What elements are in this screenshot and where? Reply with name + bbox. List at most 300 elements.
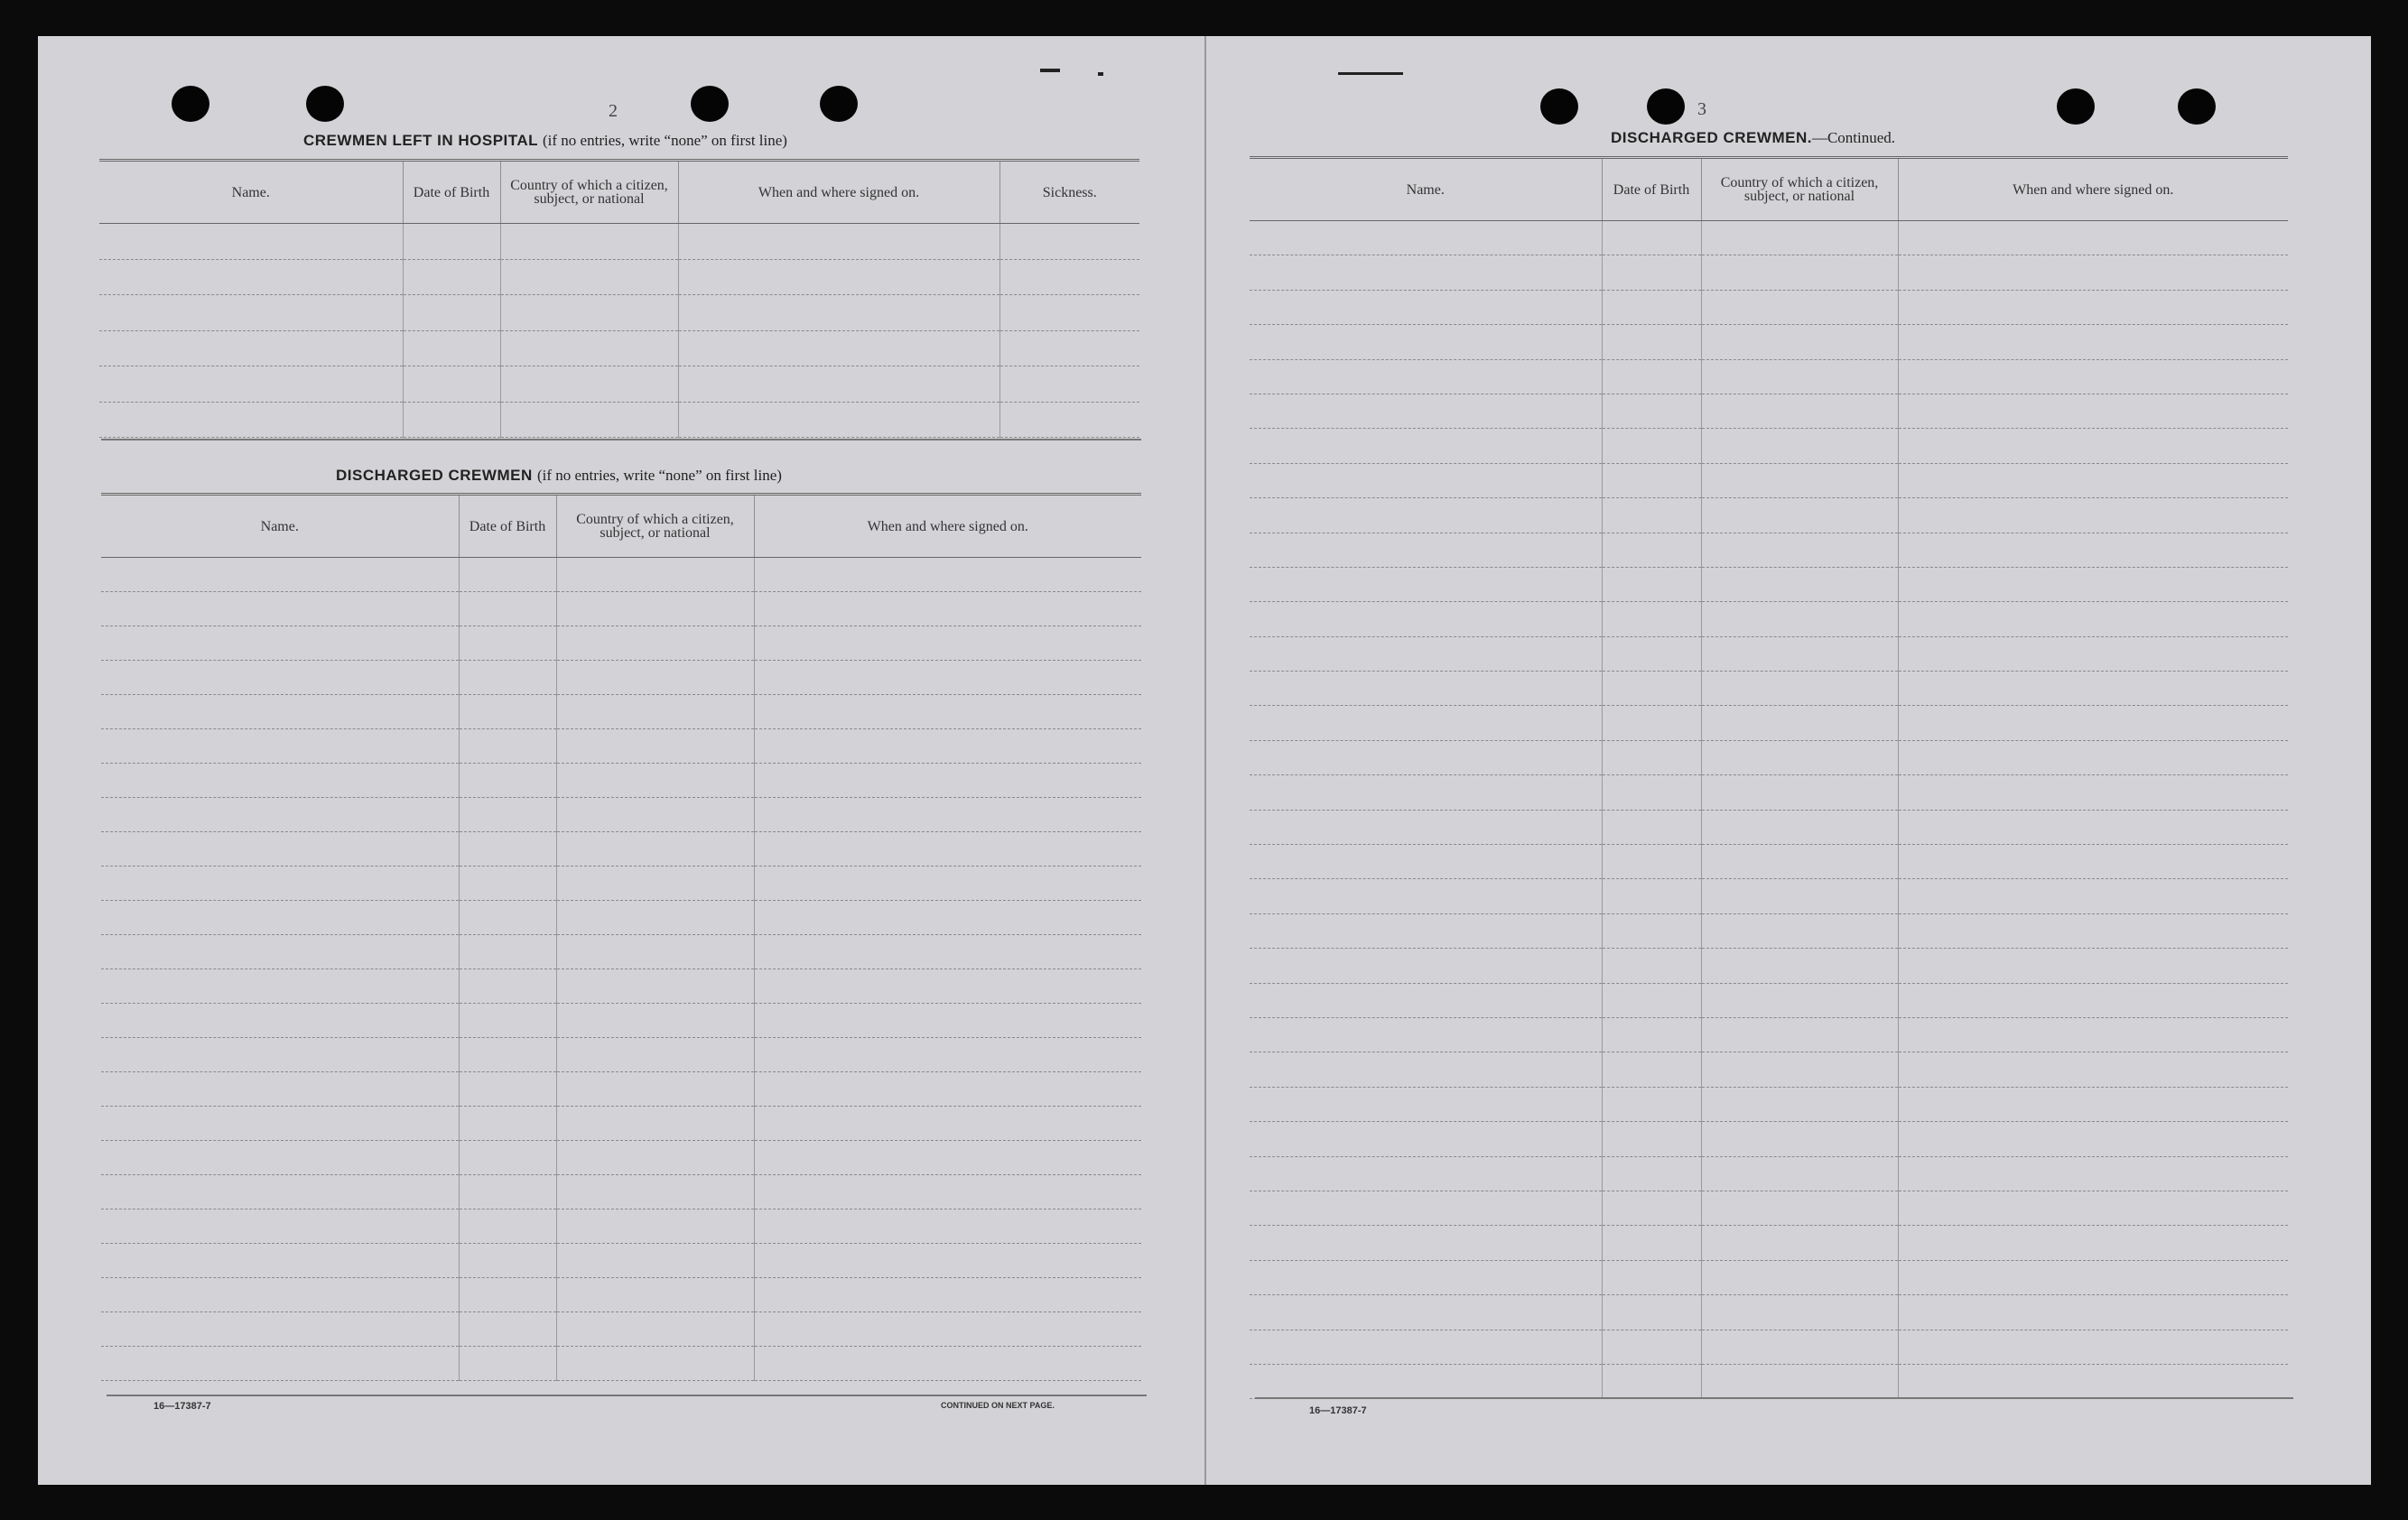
discharged-table <box>101 493 1141 1381</box>
blank-entry-row <box>99 224 1139 260</box>
blank-entry-cell <box>556 1175 754 1210</box>
blank-entry-cell <box>754 798 1141 832</box>
blank-entry-cell <box>101 1210 459 1244</box>
blank-entry-cell <box>459 729 556 764</box>
blank-entry-row <box>1250 533 2288 567</box>
blank-entry-cell <box>1602 1295 1701 1330</box>
ink-mark <box>1040 69 1060 72</box>
col-header-signed-on: When and where signed on. <box>1898 158 2288 221</box>
blank-entry-cell <box>1898 983 2288 1017</box>
blank-entry-cell <box>500 259 678 295</box>
blank-entry-cell <box>556 867 754 901</box>
blank-entry-cell <box>1602 1226 1701 1260</box>
blank-entry-cell <box>500 330 678 366</box>
blank-entry-cell <box>101 592 459 626</box>
blank-entry-cell <box>1898 602 2288 636</box>
blank-entry-cell <box>754 832 1141 867</box>
blank-entry-row <box>1250 740 2288 774</box>
col-header-name: Name. <box>1250 158 1602 221</box>
blank-entry-cell <box>1898 1052 2288 1087</box>
blank-entry-cell <box>556 1107 754 1141</box>
blank-entry-cell <box>1602 290 1701 324</box>
blank-entry-cell <box>556 729 754 764</box>
col-header-country: Country of which a citizen, subject, or national <box>1701 158 1898 221</box>
blank-entry-cell <box>500 402 678 438</box>
blank-entry-cell <box>1898 1260 2288 1294</box>
blank-entry-cell <box>1602 672 1701 706</box>
blank-entry-row <box>101 1004 1141 1038</box>
blank-entry-cell <box>459 969 556 1004</box>
blank-entry-cell <box>1898 845 2288 879</box>
blank-entry-cell <box>101 1347 459 1381</box>
blank-entry-cell <box>1701 1226 1898 1260</box>
blank-entry-cell <box>459 558 556 592</box>
blank-entry-cell <box>1250 706 1602 740</box>
blank-entry-cell <box>403 330 500 366</box>
blank-entry-cell <box>99 259 403 295</box>
blank-entry-cell <box>1701 740 1898 774</box>
blank-entry-cell <box>1250 359 1602 394</box>
blank-entry-cell <box>99 224 403 260</box>
blank-entry-cell <box>754 661 1141 695</box>
blank-entry-cell <box>754 1004 1141 1038</box>
blank-entry-cell <box>101 764 459 798</box>
blank-entry-row <box>101 1175 1141 1210</box>
blank-entry-row <box>1250 498 2288 533</box>
blank-entry-cell <box>999 402 1139 438</box>
blank-entry-cell <box>1898 1087 2288 1121</box>
blank-entry-cell <box>1898 672 2288 706</box>
blank-entry-cell <box>754 1210 1141 1244</box>
blank-entry-cell <box>101 729 459 764</box>
blank-entry-cell <box>459 1141 556 1175</box>
blank-entry-cell <box>754 1278 1141 1312</box>
blank-entry-cell <box>459 1278 556 1312</box>
blank-entry-cell <box>1602 394 1701 428</box>
blank-entry-cell <box>1602 498 1701 533</box>
blank-entry-cell <box>556 661 754 695</box>
blank-entry-cell <box>1701 1052 1898 1087</box>
blank-entry-cell <box>1250 255 1602 290</box>
blank-entry-cell <box>459 1244 556 1278</box>
blank-entry-cell <box>403 295 500 331</box>
blank-entry-cell <box>1898 636 2288 671</box>
blank-entry-cell <box>1898 810 2288 844</box>
blank-entry-row <box>99 295 1139 331</box>
blank-entry-cell <box>1701 845 1898 879</box>
punch-hole <box>1540 88 1578 125</box>
blank-entry-cell <box>678 224 999 260</box>
blank-entry-row <box>1250 602 2288 636</box>
blank-entry-cell <box>1898 1191 2288 1225</box>
blank-entry-cell <box>500 295 678 331</box>
blank-entry-cell <box>556 1072 754 1107</box>
blank-entry-cell <box>1602 255 1701 290</box>
blank-entry-row <box>99 330 1139 366</box>
blank-entry-cell <box>1898 429 2288 463</box>
blank-entry-row <box>101 901 1141 935</box>
punch-hole <box>691 86 729 122</box>
blank-entry-cell <box>556 1278 754 1312</box>
blank-entry-row <box>1250 913 2288 948</box>
blank-entry-cell <box>1701 429 1898 463</box>
blank-entry-cell <box>101 558 459 592</box>
punch-hole <box>820 86 858 122</box>
hospital-section-title: CREWMEN LEFT IN HOSPITAL (if no entries, write “none” on first line) <box>303 132 787 149</box>
blank-entry-cell <box>1250 775 1602 810</box>
blank-entry-cell <box>1898 740 2288 774</box>
blank-entry-row <box>1250 949 2288 983</box>
blank-entry-cell <box>1701 636 1898 671</box>
blank-entry-cell <box>1898 394 2288 428</box>
blank-entry-cell <box>459 867 556 901</box>
blank-entry-cell <box>754 1347 1141 1381</box>
blank-entry-cell <box>754 1244 1141 1278</box>
discharged-section-title: DISCHARGED CREWMEN (if no entries, write “none” on first line) <box>336 467 782 484</box>
blank-entry-cell <box>556 764 754 798</box>
blank-entry-cell <box>459 592 556 626</box>
blank-entry-row <box>1250 1087 2288 1121</box>
blank-entry-row <box>1250 359 2288 394</box>
blank-entry-cell <box>1250 879 1602 913</box>
blank-entry-cell <box>1250 325 1602 359</box>
punch-hole <box>306 86 344 122</box>
blank-entry-cell <box>403 224 500 260</box>
col-header-name: Name. <box>99 161 403 224</box>
blank-entry-cell <box>1602 1260 1701 1294</box>
blank-entry-cell <box>101 901 459 935</box>
blank-entry-row <box>101 1278 1141 1312</box>
blank-entry-cell <box>1602 1330 1701 1364</box>
blank-entry-cell <box>1701 706 1898 740</box>
blank-entry-cell <box>1701 1330 1898 1364</box>
blank-entry-row <box>1250 1156 2288 1191</box>
col-header-name: Name. <box>101 495 459 558</box>
blank-entry-cell <box>556 1004 754 1038</box>
blank-entry-cell <box>1602 1087 1701 1121</box>
blank-entry-cell <box>1602 1191 1701 1225</box>
blank-entry-cell <box>999 259 1139 295</box>
blank-entry-cell <box>1602 740 1701 774</box>
right-page <box>1204 36 2373 1485</box>
blank-entry-cell <box>1701 567 1898 601</box>
blank-entry-cell <box>500 224 678 260</box>
blank-entry-cell <box>1898 359 2288 394</box>
blank-entry-row <box>1250 1364 2288 1398</box>
blank-entry-cell <box>403 259 500 295</box>
blank-entry-row <box>1250 879 2288 913</box>
blank-entry-cell <box>754 558 1141 592</box>
blank-entry-cell <box>1602 1017 1701 1052</box>
blank-entry-cell <box>101 1175 459 1210</box>
blank-entry-row <box>101 1312 1141 1347</box>
blank-entry-cell <box>754 695 1141 729</box>
blank-entry-cell <box>1602 810 1701 844</box>
blank-entry-cell <box>1250 845 1602 879</box>
blank-entry-cell <box>556 1347 754 1381</box>
blank-entry-row <box>101 935 1141 969</box>
blank-entry-cell <box>1701 325 1898 359</box>
blank-entry-cell <box>754 1072 1141 1107</box>
blank-entry-cell <box>1602 775 1701 810</box>
col-header-date-of-birth: Date of Birth <box>403 161 500 224</box>
blank-entry-cell <box>1602 429 1701 463</box>
blank-entry-row <box>1250 221 2288 255</box>
blank-entry-cell <box>1701 1191 1898 1225</box>
page-number: 3 <box>1697 99 1706 119</box>
blank-entry-cell <box>459 1004 556 1038</box>
blank-entry-cell <box>459 1107 556 1141</box>
blank-entry-cell <box>1701 1017 1898 1052</box>
blank-entry-row <box>101 1210 1141 1244</box>
blank-entry-row <box>101 626 1141 661</box>
blank-entry-cell <box>1898 463 2288 497</box>
blank-entry-cell <box>101 969 459 1004</box>
blank-entry-cell <box>459 1072 556 1107</box>
blank-entry-cell <box>999 330 1139 366</box>
blank-entry-cell <box>1250 394 1602 428</box>
blank-entry-cell <box>1898 290 2288 324</box>
blank-entry-cell <box>1701 913 1898 948</box>
blank-entry-cell <box>1602 359 1701 394</box>
blank-entry-cell <box>754 901 1141 935</box>
blank-entry-cell <box>754 764 1141 798</box>
blank-entry-cell <box>1898 775 2288 810</box>
blank-entry-cell <box>101 832 459 867</box>
blank-entry-cell <box>1250 1087 1602 1121</box>
blank-entry-cell <box>678 402 999 438</box>
blank-entry-cell <box>459 1210 556 1244</box>
blank-entry-cell <box>754 1107 1141 1141</box>
blank-entry-cell <box>1250 602 1602 636</box>
punch-hole <box>172 86 209 122</box>
blank-entry-cell <box>1701 221 1898 255</box>
blank-entry-cell <box>1701 1122 1898 1156</box>
blank-entry-row <box>1250 845 2288 879</box>
col-header-signed-on: When and where signed on. <box>678 161 999 224</box>
blank-entry-cell <box>1701 983 1898 1017</box>
blank-entry-cell <box>1701 359 1898 394</box>
blank-entry-row <box>1250 1260 2288 1294</box>
blank-entry-cell <box>101 1038 459 1072</box>
blank-entry-cell <box>1602 1052 1701 1087</box>
blank-entry-cell <box>101 626 459 661</box>
blank-entry-row <box>1250 1017 2288 1052</box>
blank-entry-cell <box>754 867 1141 901</box>
blank-entry-cell <box>1701 290 1898 324</box>
blank-entry-row <box>101 1072 1141 1107</box>
blank-entry-row <box>1250 1191 2288 1225</box>
blank-entry-cell <box>1898 1295 2288 1330</box>
blank-entry-cell <box>1250 1052 1602 1087</box>
blank-entry-cell <box>1602 879 1701 913</box>
blank-entry-cell <box>1602 1364 1701 1398</box>
blank-entry-cell <box>403 402 500 438</box>
form-sheet <box>38 36 2371 1485</box>
blank-entry-row <box>1250 1052 2288 1087</box>
blank-entry-row <box>1250 290 2288 324</box>
blank-entry-cell <box>101 1107 459 1141</box>
blank-entry-row <box>1250 394 2288 428</box>
blank-entry-cell <box>1898 1226 2288 1260</box>
blank-entry-cell <box>754 969 1141 1004</box>
blank-entry-cell <box>1602 533 1701 567</box>
blank-entry-cell <box>556 901 754 935</box>
blank-entry-row <box>1250 429 2288 463</box>
blank-entry-cell <box>754 729 1141 764</box>
blank-entry-cell <box>1701 1364 1898 1398</box>
blank-entry-cell <box>1602 636 1701 671</box>
blank-entry-cell <box>1701 255 1898 290</box>
blank-entry-cell <box>1701 1260 1898 1294</box>
blank-entry-row <box>101 764 1141 798</box>
blank-entry-cell <box>1701 949 1898 983</box>
blank-entry-cell <box>1250 1191 1602 1225</box>
blank-entry-row <box>1250 1295 2288 1330</box>
blank-entry-cell <box>459 1347 556 1381</box>
blank-entry-cell <box>101 798 459 832</box>
blank-entry-cell <box>1701 1087 1898 1121</box>
blank-entry-cell <box>101 1244 459 1278</box>
blank-entry-cell <box>1898 879 2288 913</box>
col-header-country: Country of which a citizen, subject, or national <box>556 495 754 558</box>
ink-mark <box>1098 72 1103 76</box>
blank-entry-cell <box>459 1312 556 1347</box>
blank-entry-row <box>1250 567 2288 601</box>
blank-entry-cell <box>99 402 403 438</box>
blank-entry-cell <box>1602 1122 1701 1156</box>
blank-entry-cell <box>459 901 556 935</box>
blank-entry-cell <box>999 295 1139 331</box>
blank-entry-cell <box>1898 255 2288 290</box>
blank-entry-cell <box>678 366 999 403</box>
blank-entry-cell <box>1701 394 1898 428</box>
blank-entry-row <box>99 259 1139 295</box>
blank-entry-cell <box>556 1244 754 1278</box>
col-header-country: Country of which a citizen, subject, or national <box>500 161 678 224</box>
blank-entry-cell <box>1250 1226 1602 1260</box>
blank-entry-cell <box>459 1038 556 1072</box>
blank-entry-cell <box>99 330 403 366</box>
blank-entry-cell <box>1602 221 1701 255</box>
blank-entry-cell <box>1250 949 1602 983</box>
col-header-signed-on: When and where signed on. <box>754 495 1141 558</box>
blank-entry-cell <box>556 558 754 592</box>
blank-entry-cell <box>1602 845 1701 879</box>
blank-entry-cell <box>1250 463 1602 497</box>
blank-entry-cell <box>556 592 754 626</box>
blank-entry-cell <box>556 935 754 969</box>
blank-entry-row <box>101 1347 1141 1381</box>
blank-entry-row <box>99 402 1139 438</box>
blank-entry-row <box>1250 672 2288 706</box>
blank-entry-cell <box>1898 1122 2288 1156</box>
blank-entry-cell <box>1898 325 2288 359</box>
discharged-continued-table <box>1250 156 2288 1399</box>
page-number: 2 <box>609 101 618 121</box>
blank-entry-cell <box>1898 1017 2288 1052</box>
blank-entry-cell <box>1250 1364 1602 1398</box>
blank-entry-row <box>1250 463 2288 497</box>
blank-entry-row <box>101 867 1141 901</box>
blank-entry-row <box>1250 706 2288 740</box>
blank-entry-cell <box>101 661 459 695</box>
blank-entry-cell <box>500 366 678 403</box>
blank-entry-cell <box>459 935 556 969</box>
blank-entry-row <box>101 1038 1141 1072</box>
punch-hole <box>1647 88 1685 125</box>
blank-entry-cell <box>1250 1295 1602 1330</box>
blank-entry-cell <box>556 1312 754 1347</box>
blank-entry-cell <box>1898 498 2288 533</box>
blank-entry-row <box>1250 983 2288 1017</box>
section-rule <box>1255 1397 2293 1399</box>
blank-entry-cell <box>101 867 459 901</box>
blank-entry-cell <box>459 661 556 695</box>
section-rule <box>101 439 1141 440</box>
blank-entry-row <box>1250 1330 2288 1364</box>
blank-entry-cell <box>99 295 403 331</box>
blank-entry-cell <box>556 1038 754 1072</box>
section-rule <box>107 1395 1147 1396</box>
hospital-table <box>99 159 1139 438</box>
blank-entry-row <box>101 1244 1141 1278</box>
blank-entry-cell <box>1898 706 2288 740</box>
blank-entry-row <box>101 558 1141 592</box>
blank-entry-row <box>1250 1226 2288 1260</box>
blank-entry-cell <box>1250 810 1602 844</box>
blank-entry-cell <box>556 695 754 729</box>
punch-hole <box>2178 88 2216 125</box>
blank-entry-cell <box>678 295 999 331</box>
blank-entry-cell <box>1250 1017 1602 1052</box>
blank-entry-cell <box>459 626 556 661</box>
blank-entry-cell <box>101 1278 459 1312</box>
blank-entry-cell <box>101 1312 459 1347</box>
blank-entry-cell <box>1250 533 1602 567</box>
blank-entry-row <box>99 366 1139 403</box>
blank-entry-cell <box>101 1004 459 1038</box>
blank-entry-cell <box>1701 1156 1898 1191</box>
blank-entry-cell <box>999 224 1139 260</box>
blank-entry-cell <box>556 832 754 867</box>
continued-note: CONTINUED ON NEXT PAGE. <box>941 1401 1055 1410</box>
blank-entry-cell <box>754 1175 1141 1210</box>
blank-entry-cell <box>556 798 754 832</box>
blank-entry-cell <box>459 1175 556 1210</box>
blank-entry-cell <box>1250 1156 1602 1191</box>
blank-entry-cell <box>556 1210 754 1244</box>
col-header-date-of-birth: Date of Birth <box>459 495 556 558</box>
blank-entry-row <box>1250 775 2288 810</box>
blank-entry-cell <box>1250 498 1602 533</box>
blank-entry-row <box>101 695 1141 729</box>
blank-entry-cell <box>1701 810 1898 844</box>
blank-entry-cell <box>1701 1295 1898 1330</box>
left-page <box>38 36 1204 1485</box>
blank-entry-cell <box>1898 533 2288 567</box>
blank-entry-cell <box>1602 949 1701 983</box>
blank-entry-cell <box>1898 1364 2288 1398</box>
blank-entry-cell <box>101 935 459 969</box>
blank-entry-cell <box>754 935 1141 969</box>
blank-entry-cell <box>1250 1260 1602 1294</box>
blank-entry-row <box>101 832 1141 867</box>
blank-entry-cell <box>1250 636 1602 671</box>
blank-entry-cell <box>1250 1330 1602 1364</box>
blank-entry-cell <box>678 330 999 366</box>
blank-entry-cell <box>1602 602 1701 636</box>
